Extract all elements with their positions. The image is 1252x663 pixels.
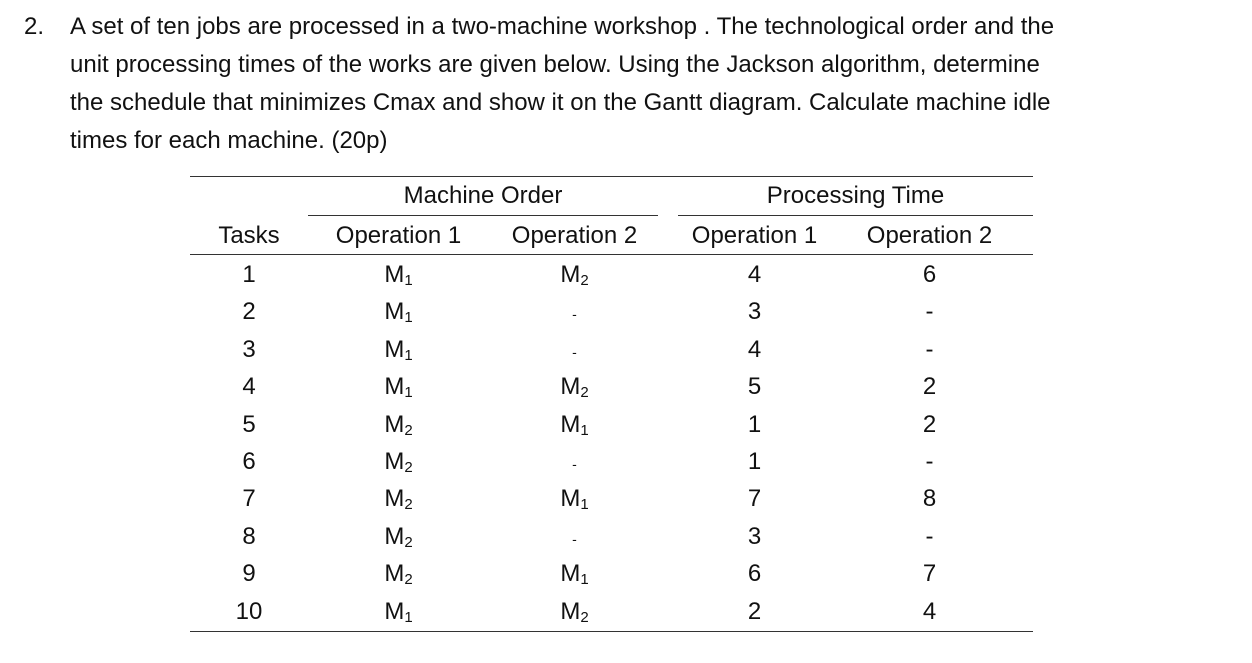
task-cell: 4 (242, 373, 256, 401)
machine-letter: M (384, 373, 405, 401)
machine-letter: M (560, 261, 581, 288)
time-op1-cell: 4 (747, 261, 762, 288)
question-line: times for each machine. (20p) (70, 127, 388, 154)
time-op1-cell: 4 (747, 335, 762, 363)
machine-subscript: 1 (404, 608, 413, 626)
processing-time-underline (678, 215, 1033, 216)
machine-op2-cell: - (572, 343, 577, 360)
question-line: the schedule that minimizes Cmax and show it on the Gantt diagram. Calculate machine idle (70, 89, 1051, 116)
time-op2-cell: 2 (922, 410, 937, 438)
machine-op2-cell: - (572, 306, 577, 323)
machine-letter: M (560, 597, 581, 625)
question-block (24, 8, 1234, 160)
machine-letter: M (384, 560, 405, 588)
time-op2-cell: 7 (922, 560, 937, 588)
time-op1-cell: 3 (747, 298, 762, 326)
group-header-processing-time: Processing Time (766, 182, 945, 209)
machine-subscript: 2 (580, 272, 589, 289)
question-line: unit processing times of the works are given below. Using the Jackson algorithm, determine (70, 51, 1040, 78)
machine-op2-cell (492, 556, 657, 598)
machine-subscript: 1 (404, 309, 413, 327)
task-cell: 1 (242, 261, 256, 288)
machine-letter: M (384, 448, 405, 475)
machine-op2-cell (492, 369, 657, 411)
task-cell: 6 (242, 448, 256, 475)
time-op1-cell: 7 (747, 485, 762, 513)
machine-op1-cell (316, 294, 481, 336)
time-op1-cell: 1 (747, 410, 762, 438)
task-cell: 2 (242, 298, 256, 326)
machine-op2-cell: - (572, 530, 577, 547)
machine-subscript: 1 (580, 496, 589, 514)
machine-letter: M (560, 410, 581, 438)
machine-op1-cell (316, 369, 481, 411)
machine-op1-cell (316, 407, 481, 449)
machine-letter: M (384, 261, 405, 288)
machine-op1-cell (316, 332, 481, 374)
column-header-time-operation-2: Operation 2 (866, 222, 993, 249)
machine-subscript: 1 (404, 346, 413, 364)
machine-subscript: 2 (404, 571, 413, 589)
machine-op1-cell (316, 519, 481, 561)
time-op2-cell: 2 (922, 373, 937, 401)
task-cell: 3 (242, 335, 256, 363)
time-op1-cell: 2 (747, 597, 762, 625)
task-cell: 5 (242, 410, 256, 438)
header-bottom-rule (190, 254, 1033, 255)
machine-op1-cell (316, 481, 481, 523)
time-op1-cell: 3 (747, 522, 762, 550)
machine-op2-cell: - (572, 456, 577, 472)
machine-letter: M (560, 373, 581, 401)
machine-op2-cell (492, 481, 657, 523)
machine-letter: M (384, 335, 405, 363)
machine-subscript: 1 (580, 421, 589, 439)
machine-subscript: 1 (404, 272, 413, 289)
task-cell: 8 (242, 522, 256, 550)
machine-letter: M (384, 298, 405, 326)
time-op2-cell: 8 (922, 485, 937, 513)
table-top-rule (190, 176, 1033, 177)
time-op2-cell: - (925, 335, 934, 363)
machine-letter: M (384, 485, 405, 513)
machine-subscript: 1 (580, 571, 589, 589)
machine-letter: M (560, 560, 581, 588)
machine-subscript: 2 (404, 421, 413, 439)
machine-op1-cell (316, 594, 481, 636)
time-op1-cell: 1 (747, 448, 762, 475)
machine-letter: M (384, 522, 405, 550)
machine-letter: M (384, 597, 405, 625)
machine-subscript: 2 (404, 496, 413, 514)
machine-letter: M (384, 410, 405, 438)
task-cell: 9 (242, 560, 256, 588)
task-cell: 10 (235, 597, 263, 625)
time-op1-cell: 6 (747, 560, 762, 588)
time-op1-cell: 5 (747, 373, 762, 401)
machine-op2-cell (492, 407, 657, 449)
column-header-tasks: Tasks (218, 222, 280, 249)
machine-op1-cell (316, 556, 481, 598)
machine-op1-cell (316, 444, 481, 486)
machine-subscript: 2 (580, 384, 589, 402)
time-op2-cell: 6 (922, 261, 937, 288)
question-line: A set of ten jobs are processed in a two-machine workshop . The technological order and the (70, 13, 1055, 40)
machine-op1-cell (316, 257, 481, 299)
time-op2-cell: - (925, 448, 934, 475)
time-op2-cell: 4 (922, 597, 937, 625)
machine-subscript: 1 (404, 384, 413, 402)
time-op2-cell: - (925, 522, 934, 550)
machine-letter: M (560, 485, 581, 513)
task-cell: 7 (242, 485, 256, 513)
question-number: 2. (24, 13, 45, 40)
column-header-time-operation-1: Operation 1 (691, 222, 818, 249)
column-header-machine-operation-1: Operation 1 (335, 222, 462, 249)
machine-subscript: 2 (404, 459, 413, 476)
question-text (70, 8, 1170, 160)
time-op2-cell: - (925, 298, 934, 326)
machine-order-underline (308, 215, 658, 216)
column-header-machine-operation-2: Operation 2 (511, 222, 638, 249)
machine-subscript: 2 (404, 533, 413, 551)
machine-subscript: 2 (580, 608, 589, 626)
group-header-machine-order: Machine Order (403, 182, 563, 209)
machine-op2-cell (492, 257, 657, 299)
machine-op2-cell (492, 594, 657, 636)
